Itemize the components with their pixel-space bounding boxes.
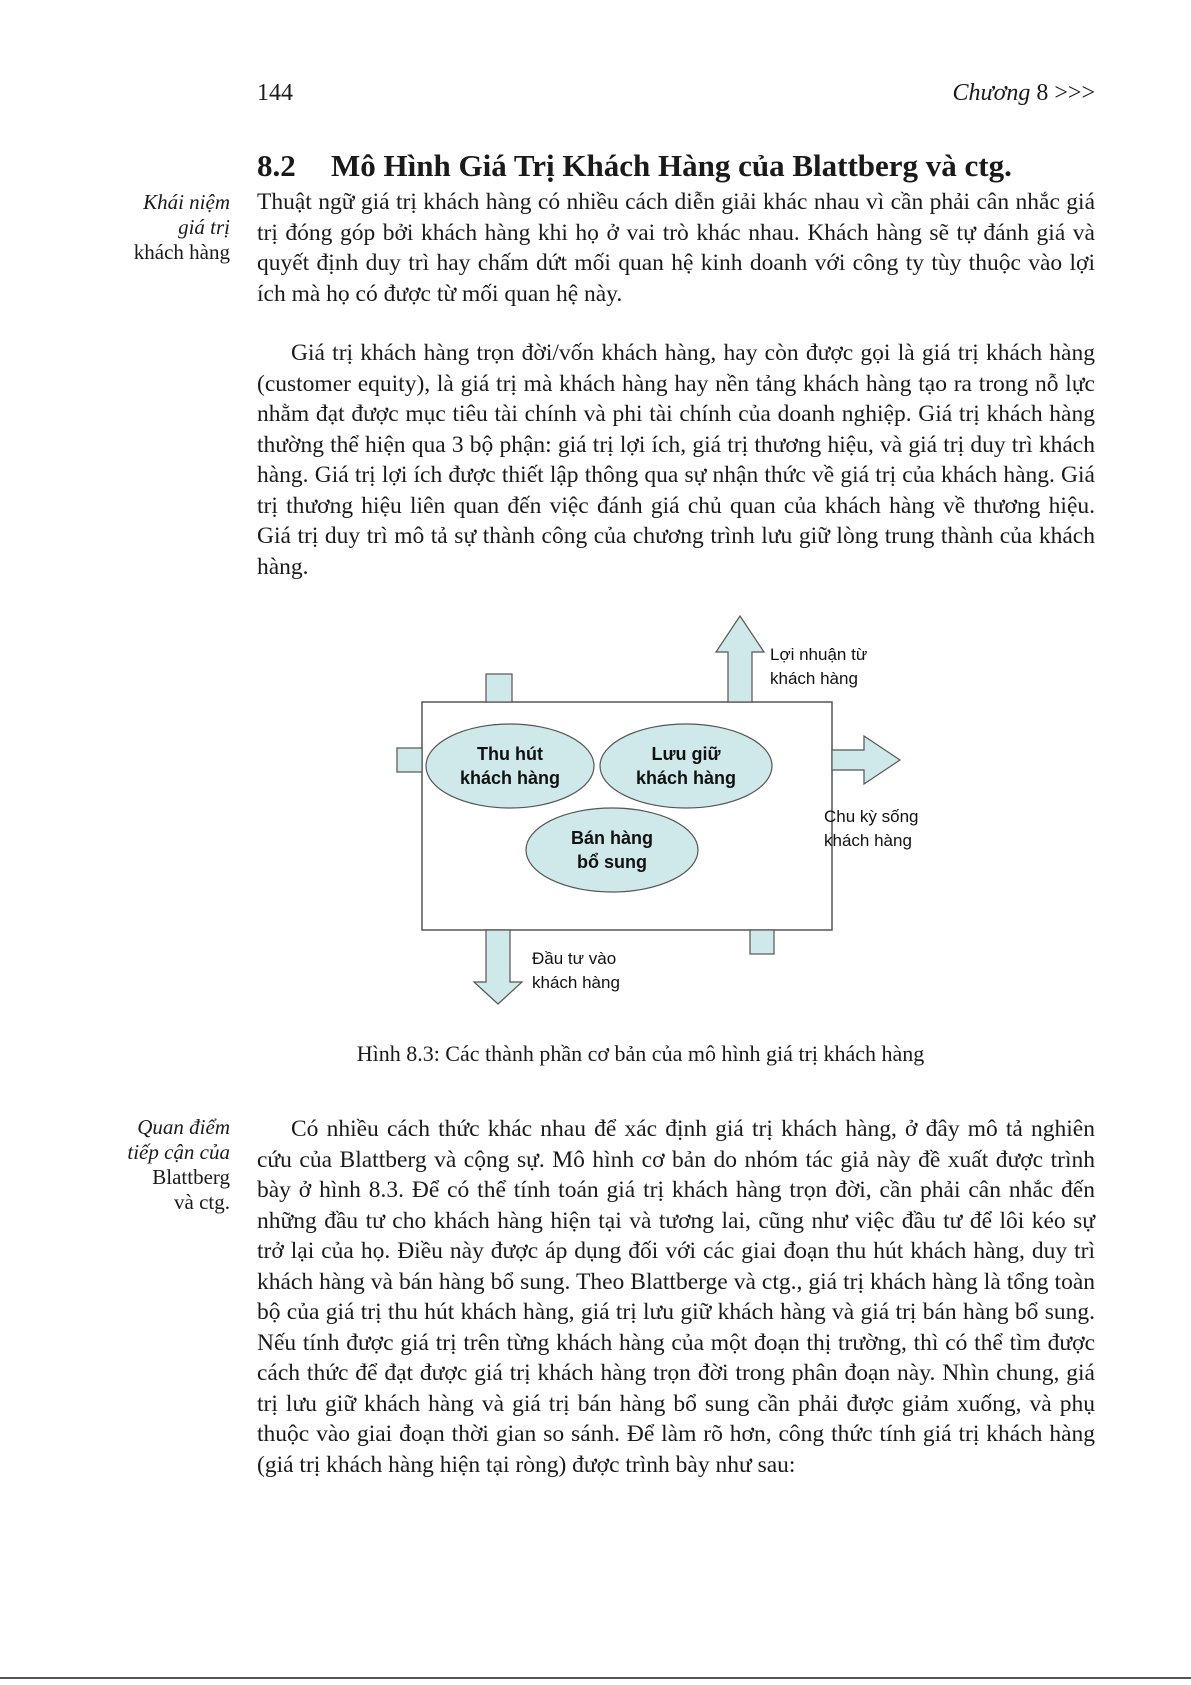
label-investment-line1: Đầu tư vào [532, 949, 617, 968]
margin-note-line: giá trị [178, 215, 230, 239]
margin-note-line: Khái niệm [143, 190, 230, 214]
margin-note-concept [100, 190, 230, 265]
ellipse-addon [526, 808, 698, 892]
margin-note-line: Blattberg [152, 1165, 230, 1189]
arrow-down [474, 930, 522, 1004]
arrow-right [832, 736, 900, 784]
section-title [257, 148, 1012, 184]
paragraph-1: Thuật ngữ giá trị khách hàng có nhiều cách diễn giải khác nhau vì cần phải cân nhắc giá trị đóng góp bởi khách hàng khi họ ở vai trò khác nhau. Khách hàng sẽ tự đánh giá và quyết định duy trì hay chấm dứt mối quan hệ kinh doanh với công ty tùy thuộc vào lợi ích mà họ có được từ mối quan hệ này. [257, 189, 1095, 307]
chapter-number: 8 >>> [1030, 80, 1095, 106]
section-title-text: Mô Hình Giá Trị Khách Hàng của Blattberg và ctg. [331, 148, 1012, 183]
section-number: 8.2 [257, 148, 296, 183]
paragraph-3: Có nhiều cách thức khác nhau để xác định giá trị khách hàng, ở đây mô tả nghiên cứu của Blattberg và cộng sự. Mô hình cơ bản do nhóm tác giả này đề xuất được trình bày ở hình 8.3. Để có thể tính toán giá trị khách hàng trọn đời, cần phải cân nhắc đến những đầu tư cho khách hàng hiện tại và tương lai, cũng như việc đầu tư để lôi kéo sự trở lại của họ. Điều này được áp dụng đối với các giai đoạn thu hút khách hàng, duy trì khách hàng và bán hàng bổ sung. Theo Blattberge và ctg., giá trị khách hàng là tổng toàn bộ của giá trị thu hút khách hàng, giá trị lưu giữ khách hàng và giá trị bán hàng bổ sung. Nếu tính được giá trị trên từng khách hàng của một đoạn thị trường, thì có thể tìm được cách thức để đạt được giá trị khách hàng trọn đời trong phân đoạn này. Nhìn chung, giá trị lưu giữ khách hàng và giá trị bán hàng bổ sung cần phải được giảm xuống, và phụ thuộc vào giai đoạn thời gian so sánh. Để làm rõ hơn, công thức tính giá trị khách hàng (giá trị khách hàng hiện tại ròng) được trình bày như sau: [257, 1116, 1095, 1478]
label-profit-line1: Lợi nhuận từ [770, 645, 868, 664]
ellipse-acquire-line2: khách hàng [459, 768, 561, 788]
ellipse-addon-line2: bổ sung [577, 852, 647, 872]
label-lifecycle-line2: khách hàng [824, 831, 912, 850]
ellipse-retain [600, 724, 772, 808]
margin-note-line: tiếp cận của [127, 1140, 230, 1164]
figure-caption: Hình 8.3: Các thành phần cơ bản của mô hình giá trị khách hàng [356, 1041, 925, 1066]
chapter-header [952, 80, 1095, 107]
ellipse-retain-line2: khách hàng [635, 768, 737, 788]
page-number: 144 [257, 80, 293, 106]
label-profit-line2: khách hàng [770, 669, 858, 688]
label-investment-line2: khách hàng [532, 973, 620, 992]
paragraph-2: Giá trị khách hàng trọn đời/vốn khách hàng, hay còn được gọi là giá trị khách hàng (customer equity), là giá trị mà khách hàng hay nền tảng khách hàng tạo ra trong nỗ lực nhằm đạt được mục tiêu tài chính và phi tài chính của doanh nghiệp. Giá trị khách hàng thường thể hiện qua 3 bộ phận: giá trị lợi ích, giá trị thương hiệu, và giá trị duy trì khách hàng. Giá trị lợi ích được thiết lập thông qua sự nhận thức về giá trị của khách hàng. Giá trị thương hiệu liên quan đến việc đánh giá chủ quan của khách hàng về thương hiệu. Giá trị duy trì mô tả sự thành công của chương trình lưu giữ lòng trung thành của khách hàng. [257, 340, 1095, 580]
ellipse-acquire-line1: Thu hút [477, 744, 543, 764]
margin-note-approach [100, 1115, 230, 1215]
label-lifecycle-line1: Chu kỳ sống [824, 807, 919, 826]
arrow-up [716, 616, 764, 702]
ellipse-retain-line1: Lưu giữ [651, 744, 721, 764]
figure-diagram [390, 608, 970, 1018]
stub-bottom [750, 930, 774, 954]
figure-customer-value-model [390, 608, 970, 1018]
stub-left [397, 748, 422, 772]
margin-note-line: và ctg. [174, 1190, 230, 1214]
stub-top [486, 674, 512, 702]
chapter-word: Chương [952, 80, 1031, 106]
margin-note-line: Quan điểm [137, 1115, 230, 1139]
ellipse-addon-line1: Bán hàng [570, 828, 654, 848]
bottom-rule [0, 1677, 1191, 1679]
margin-note-line: khách hàng [133, 240, 230, 264]
ellipse-acquire [426, 724, 594, 808]
